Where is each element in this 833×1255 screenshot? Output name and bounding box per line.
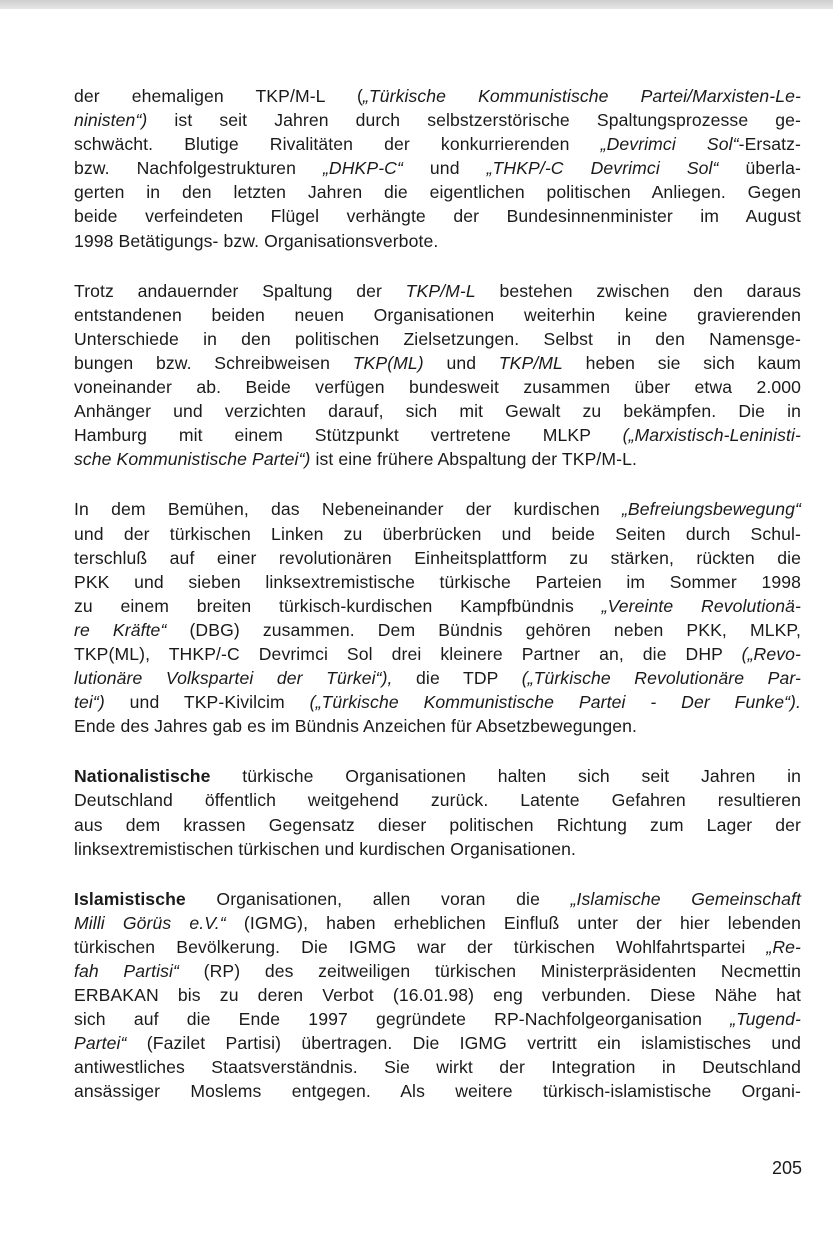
text-line — [74, 180, 801, 204]
italic-text: Milli Görüs e.V.“ — [74, 912, 226, 933]
italic-text: TKP(ML) — [352, 352, 424, 373]
italic-text: „THKP/-C Devrimci Sol“ — [486, 158, 719, 179]
text-line — [74, 570, 801, 594]
text-segment: gerten in den letzten Jahren die eigentlichen politischen Anliegen. Gegen — [74, 182, 801, 203]
text-line — [74, 911, 801, 935]
text-segment: (RP) des zeitweiligen türkischen Ministerpräsidenten Necmettin — [178, 961, 801, 981]
text-line — [74, 837, 801, 861]
text-segment: der ehemaligen TKP/M-L ( — [74, 86, 363, 106]
text-segment: Deutschland öffentlich weitgehend zurück. Latente Gefahren resultieren — [74, 790, 801, 811]
italic-text: tei“) — [74, 692, 105, 713]
italic-text: re Kräfte“ — [74, 619, 167, 640]
text-line — [74, 714, 801, 738]
text-segment: bestehen zwischen den daraus — [475, 280, 801, 301]
text-segment: Unterschiede in den politischen Zielsetzungen. Selbst in den Namensge- — [74, 328, 801, 349]
text-line — [74, 1079, 801, 1103]
page-number: 205 — [771, 1158, 802, 1178]
text-segment: PKK und sieben linksextremistische türkische Parteien im Sommer 1998 — [74, 571, 801, 592]
page-text — [74, 84, 801, 1130]
italic-text: „DHKP-C“ — [322, 158, 403, 179]
bold-text: Nationalistische — [74, 766, 211, 787]
text-line — [74, 1055, 801, 1079]
text-segment: entstandenen beiden neuen Organisationen weiterhin keine gravierenden — [74, 304, 801, 325]
text-line — [74, 666, 801, 690]
italic-text: „Vereinte Revolutionä- — [601, 595, 801, 616]
text-line — [74, 204, 801, 228]
text-line — [74, 303, 801, 327]
text-segment: zu einem breiten türkisch-kurdischen Kampfbündnis — [74, 595, 602, 616]
italic-text: TKP/M-L — [405, 280, 476, 301]
text-line — [74, 887, 801, 911]
bold-text: Islamistische — [74, 888, 186, 909]
text-segment: (DBG) zusammen. Dem Bündnis gehören neben PKK, MLKP, — [166, 619, 801, 640]
italic-text: lutionäre Volkspartei der Türkei“), — [74, 668, 393, 689]
text-line — [74, 522, 801, 546]
text-segment: Ende des Jahres gab es im Bündnis Anzeichen für Absetzbewegungen. — [74, 716, 638, 737]
text-line — [74, 1031, 801, 1055]
text-line — [74, 351, 801, 375]
text-line — [74, 618, 801, 642]
italic-text: „Devrimci Sol“ — [600, 134, 739, 155]
paragraph — [74, 84, 801, 253]
text-line — [74, 935, 801, 959]
text-line — [74, 764, 801, 788]
text-segment: Organisationen, allen voran die — [185, 888, 571, 909]
italic-text: Partei“ — [74, 1033, 127, 1054]
text-segment: (Fazilet Partisi) übertragen. Die IGMG vertritt ein islamistisches und — [126, 1033, 801, 1054]
italic-text: („Türkische Kommunistische Partei - Der Funke“). — [309, 692, 801, 713]
text-line — [74, 423, 801, 447]
italic-text: („Revo- — [741, 643, 801, 664]
text-line — [74, 399, 801, 423]
text-segment: sich auf die Ende 1997 gegründete RP-Nachfolgeorganisation — [74, 1009, 731, 1030]
text-segment: -Ersatz- — [738, 134, 801, 155]
text-line — [74, 229, 801, 253]
text-segment: Trotz andauernder Spaltung der — [74, 280, 406, 301]
text-segment: türkischen Bevölkerung. Die IGMG war der türkischen Wohlfahrtspartei — [74, 936, 767, 957]
text-segment: Anhänger und verzichten darauf, sich mit Gewalt zu bekämpfen. Die in — [74, 401, 801, 422]
text-segment: aus dem krassen Gegensatz dieser politischen Richtung zum Lager der — [74, 814, 801, 835]
text-line — [74, 690, 801, 714]
text-segment: antiwestliches Staatsverständnis. Sie wirkt der Integration in Deutschland — [74, 1057, 801, 1078]
text-segment: 1998 Betätigungs- bzw. Organisationsverbote. — [74, 230, 439, 251]
text-segment: ist seit Jahren durch selbstzerstörische Spaltungsprozesse ge- — [147, 110, 801, 131]
paragraph — [74, 279, 801, 472]
italic-text: „Islamische Gemeinschaft — [570, 888, 802, 909]
top-edge-rule — [0, 0, 833, 9]
text-segment: und der türkischen Linken zu überbrücken und beide Seiten durch Schul- — [74, 523, 801, 544]
text-line — [74, 279, 801, 303]
text-line — [74, 108, 801, 132]
text-segment: (IGMG), haben erheblichen Einfluß unter der hier lebenden — [225, 912, 802, 933]
italic-text: „Türkische Kommunistische Partei/Marxisten-Le- — [362, 86, 801, 106]
paragraph — [74, 887, 801, 1104]
italic-text: sche Kommunistische Partei“) — [74, 449, 311, 470]
text-segment: türkische Organisationen halten sich seit Jahren in — [210, 766, 801, 787]
text-line — [74, 84, 801, 108]
text-segment: ERBAKAN bis zu deren Verbot (16.01.98) eng verbunden. Diese Nähe hat — [74, 985, 801, 1006]
text-segment: überla- — [718, 158, 801, 179]
italic-text: „Re- — [766, 936, 801, 957]
text-segment: ansässiger Moslems entgegen. Als weitere türkisch-islamistische Organi- — [74, 1081, 801, 1102]
text-segment: heben sie sich kaum — [562, 352, 802, 373]
text-segment: und — [423, 352, 499, 373]
text-line — [74, 983, 801, 1007]
text-segment: Hamburg mit einem Stützpunkt vertretene MLKP — [74, 425, 623, 446]
text-line — [74, 375, 801, 399]
text-line — [74, 156, 801, 180]
text-segment: ist eine frühere Abspaltung der TKP/M-L. — [310, 449, 637, 470]
paragraph — [74, 764, 801, 860]
text-line — [74, 327, 801, 351]
italic-text: ninisten“) — [74, 110, 148, 131]
text-line — [74, 788, 801, 812]
text-line — [74, 546, 801, 570]
text-line — [74, 497, 801, 521]
text-segment: schwächt. Blutige Rivalitäten der konkurrierenden — [74, 134, 601, 155]
text-segment: und TKP-Kivilcim — [104, 692, 310, 713]
text-line — [74, 813, 801, 837]
paragraph — [74, 497, 801, 738]
text-segment: und — [402, 158, 487, 179]
italic-text: „Tugend- — [730, 1009, 801, 1030]
italic-text: fah Partisi“ — [74, 961, 179, 981]
text-line — [74, 1007, 801, 1031]
italic-text: („Marxistisch-Leninisti- — [622, 425, 801, 446]
text-segment: bungen bzw. Schreibweisen — [74, 352, 353, 373]
text-line — [74, 447, 801, 471]
text-line — [74, 959, 801, 983]
text-segment: terschluß auf einer revolutionären Einheitsplattform zu stärken, rückten die — [74, 547, 801, 568]
text-segment: linksextremistischen türkischen und kurdischen Organisationen. — [74, 838, 577, 859]
italic-text: TKP/ML — [498, 352, 563, 373]
text-segment: bzw. Nachfolgestrukturen — [74, 158, 323, 179]
text-segment: voneinander ab. Beide verfügen bundesweit zusammen über etwa 2.000 — [74, 377, 801, 398]
text-line — [74, 594, 801, 618]
text-segment: beide verfeindeten Flügel verhängte der Bundesinnenminister im August — [74, 206, 801, 227]
text-segment: In dem Bemühen, das Nebeneinander der kurdischen — [74, 499, 622, 520]
text-line — [74, 642, 801, 666]
text-line — [74, 132, 801, 156]
italic-text: („Türkische Revolutionäre Par- — [521, 668, 801, 689]
text-segment: TKP(ML), THKP/-C Devrimci Sol drei kleinere Partner an, die DHP — [74, 643, 742, 664]
text-segment: die TDP — [392, 668, 522, 689]
italic-text: „Befreiungsbewegung“ — [621, 499, 801, 520]
